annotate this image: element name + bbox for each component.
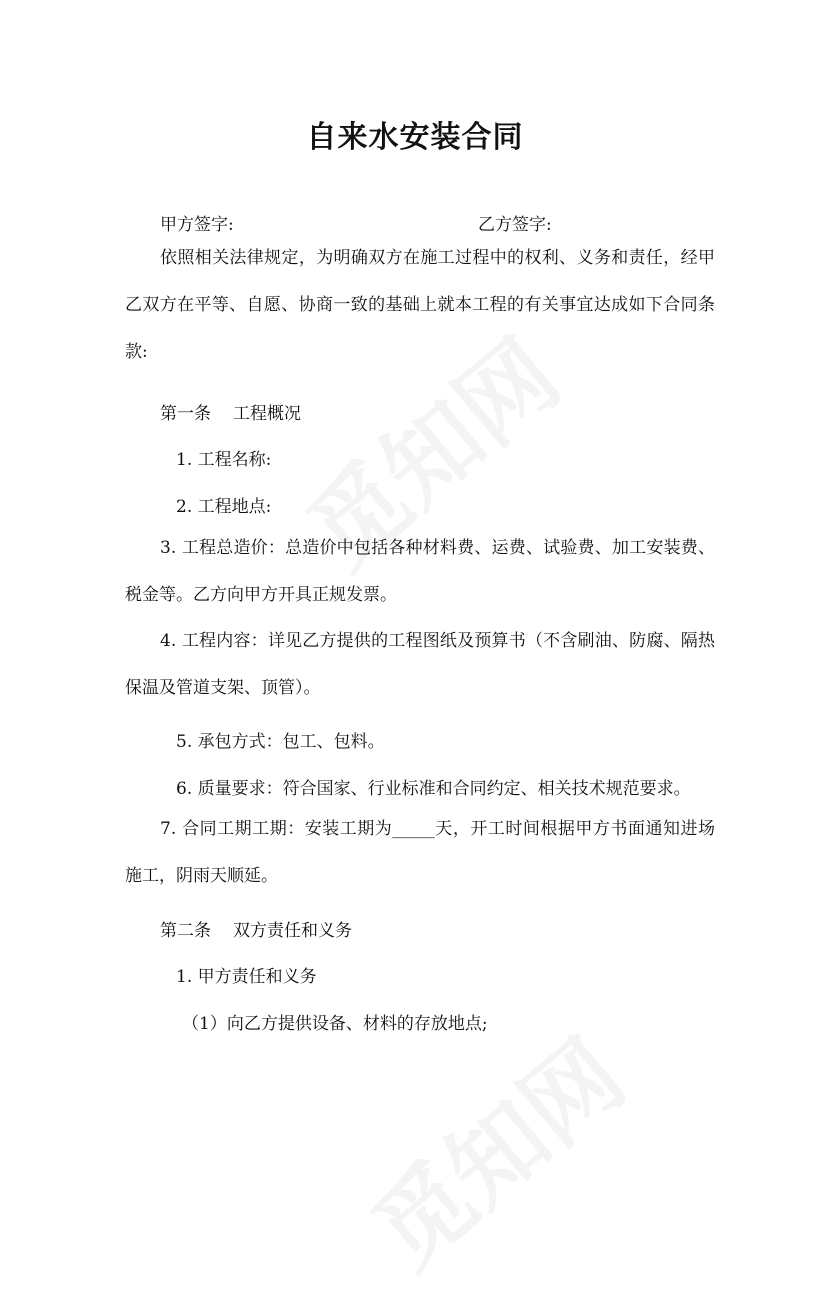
item-project-content: 4. 工程内容：详见乙方提供的工程图纸及预算书（不含刷油、防腐、隔热保温及管道支架、顶管）。 bbox=[125, 631, 715, 698]
watermark bbox=[340, 1003, 649, 1293]
item-contract-method: 5. 承包方式：包工、包料。 bbox=[176, 732, 385, 752]
article-heading: 工程概况 bbox=[233, 404, 301, 424]
article-number: 第一条 bbox=[160, 404, 211, 424]
article-2-header bbox=[160, 916, 352, 941]
document-title: 自来水安装合同 bbox=[306, 120, 524, 155]
party-b-signature-label: 乙方签字: bbox=[478, 215, 552, 235]
item-project-location: 2. 工程地点: bbox=[176, 497, 272, 517]
item-quality-requirement: 6. 质量要求：符合国家、行业标准和合同约定、相关技术规范要求。 bbox=[176, 779, 691, 799]
item-total-cost: 3. 工程总造价：总造价中包括各种材料费、运费、试验费、加工安装费、税金等。乙方向甲方开具正规发票。 bbox=[125, 538, 715, 605]
article-number: 第二条 bbox=[160, 921, 211, 941]
item-project-name: 1. 工程名称: bbox=[176, 450, 272, 470]
party-a-signature-label: 甲方签字: bbox=[160, 215, 234, 235]
section-party-a-duty-1: （1）向乙方提供设备、材料的存放地点; bbox=[182, 1014, 488, 1034]
section-party-a-duties: 1. 甲方责任和义务 bbox=[176, 967, 317, 987]
article-1-header bbox=[160, 399, 301, 424]
item-construction-period: 7. 合同工期工期：安装工期为_____天，开工时间根据甲方书面通知进场施工，阴雨天顺延。 bbox=[125, 819, 715, 886]
intro-paragraph: 依照相关法律规定，为明确双方在施工过程中的权利、义务和责任，经甲乙双方在平等、自愿、协商一致的基础上就本工程的有关事宜达成如下合同条款: bbox=[125, 248, 715, 362]
article-heading: 双方责任和义务 bbox=[233, 921, 352, 941]
